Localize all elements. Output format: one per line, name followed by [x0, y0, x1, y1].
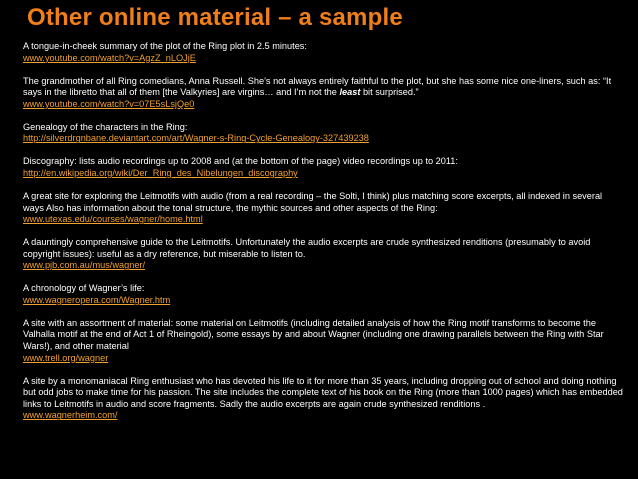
entry-link[interactable]: www.youtube.com/watch?v=AgzZ_nLOJjE	[23, 52, 196, 63]
list-item	[23, 156, 625, 179]
entry-description-start: The grandmother of all Ring comedians, Anna Russell. She’s not always entirely faithful to the plot, but she has some nice one-liners, such as: “It says in the libretto that all of them [the Valkyries] are virgins… and I’m not the	[23, 75, 612, 98]
entry-description: A dauntingly comprehensive guide to the Leitmotifs. Unfortunately the audio excerpts are crude synthesized renditions (presumably to avoid copyright issues): useful as a dry reference, but miserable to listen to.	[23, 237, 591, 259]
list-item	[23, 76, 625, 111]
list-item	[23, 191, 625, 226]
entry-description: A great site for exploring the Leitmotifs with audio (from a real recording – the Solti, I think) plus matching score excerpts, all indexed in several ways Also has information about the tonal structure, the mythic sources and other aspects of the Ring:	[23, 190, 603, 213]
entry-description: Genealogy of the characters in the Ring:	[23, 121, 188, 132]
entry-link[interactable]: http://silverdrgnbane.deviantart.com/art/Wagner-s-Ring-Cycle-Genealogy-327439238	[23, 133, 369, 144]
slide-title: Other online material – a sample	[27, 4, 403, 31]
entry-description	[23, 76, 625, 99]
entry-link[interactable]: www.pjb.com.au/mus/wagner/	[23, 260, 146, 271]
entry-link[interactable]: www.utexas.edu/courses/wagner/home.html	[23, 214, 203, 225]
entry-description: A site by a monomaniacal Ring enthusiast who has devoted his life to it for more than 35 years, including dropping out of school and doing nothing but odd jobs to make time for his passion. The site includes the complete text of his book on the Ring (more than 1000 pages) which has embedded links to Leitmotifs in audio and score fragments. Sadly the audio excerpts are again crude synthesized renditions .	[23, 375, 623, 409]
content-list	[23, 41, 625, 433]
entry-link[interactable]: www.trell.org/wagner	[23, 352, 109, 363]
list-item	[23, 318, 625, 364]
entry-link[interactable]: www.youtube.com/watch?v=07E5sLsjQe0	[23, 98, 195, 109]
entry-link[interactable]: www.wagnerheim.com/	[23, 410, 118, 421]
list-item	[23, 41, 625, 64]
entry-description: Discography: lists audio recordings up to 2008 and (at the bottom of the page) video recordings up to 2011:	[23, 156, 458, 167]
entry-description-end: bit surprised.”	[360, 87, 419, 98]
entry-description: A site with an assortment of material: some material on Leitmotifs (including detailed analysis of how the Ring motif transforms to become the Valhalla motif at the end of Act 1 of Rheingold), some essays by and about Wagner (including one drawing parallels between the Ring with Star Wars!), and other material	[23, 317, 604, 352]
list-item	[23, 237, 625, 272]
list-item	[23, 122, 625, 145]
entry-description: A chronology of Wagner’s life:	[23, 283, 145, 294]
list-item	[23, 283, 625, 306]
entry-description: A tongue-in-cheek summary of the plot of the Ring plot in 2.5 minutes:	[23, 41, 307, 51]
list-item	[23, 376, 625, 422]
entry-link[interactable]: http://en.wikipedia.org/wiki/Der_Ring_des_Nibelungen_discography	[23, 167, 298, 178]
entry-description-emphasis: least	[339, 87, 361, 98]
entry-link[interactable]: www.wagneropera.com/Wagner.htm	[23, 294, 171, 305]
